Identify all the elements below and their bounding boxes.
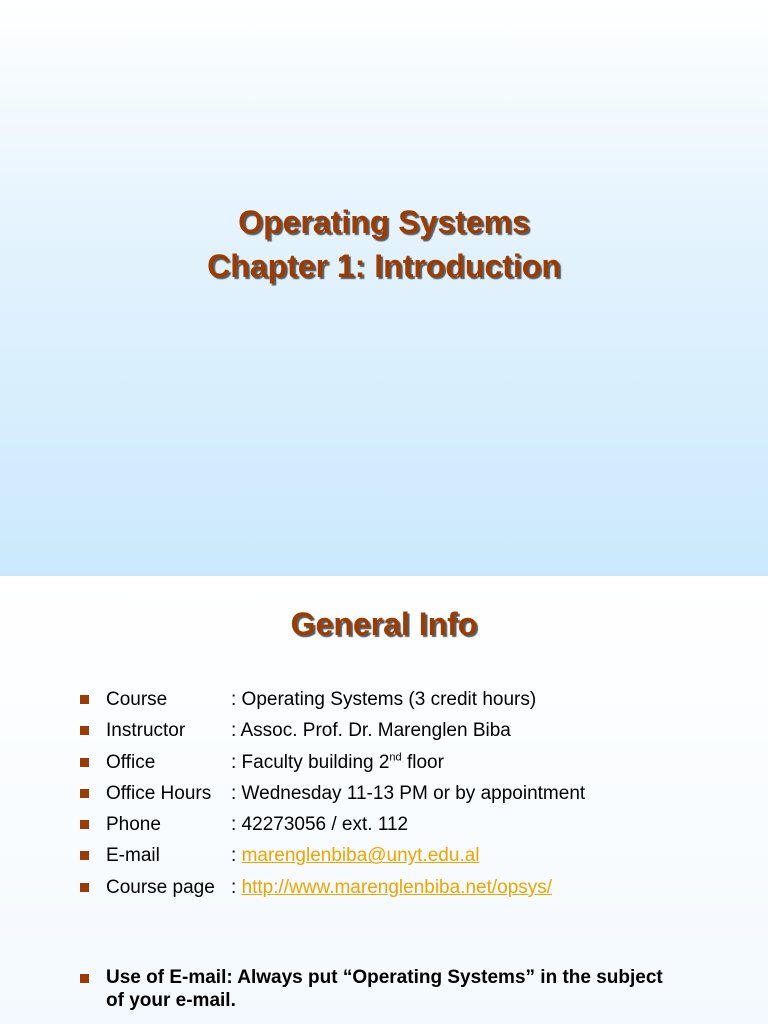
info-row-phone (0, 809, 768, 840)
title-line-1: Operating Systems (238, 204, 530, 240)
info-list (0, 684, 768, 903)
square-bullet-icon (80, 820, 89, 829)
email-prefix: : (231, 845, 242, 867)
office-value-prefix: : Faculty building 2 (231, 751, 390, 773)
square-bullet-icon (80, 726, 89, 735)
title-line-2: Chapter 1: Introduction (207, 248, 561, 284)
square-bullet-icon (80, 883, 89, 892)
slide-title-heading (0, 200, 768, 288)
info-value: : 42273056 / ext. 112 (231, 814, 409, 836)
course-page-link[interactable]: http://www.marenglenbiba.net/opsys/ (241, 876, 553, 898)
info-row-course-page (0, 872, 768, 903)
office-value-suffix: floor (401, 751, 444, 773)
info-label: E-mail (106, 845, 160, 867)
info-label: Office Hours (106, 782, 212, 804)
course-page-prefix: : (231, 876, 242, 898)
square-bullet-icon (80, 758, 89, 767)
info-row-email (0, 840, 768, 871)
info-label: Phone (106, 814, 161, 836)
info-label: Instructor (106, 720, 186, 742)
info-value: : Wednesday 11-13 PM or by appointment (231, 782, 586, 804)
info-row-course (0, 684, 768, 715)
square-bullet-icon (80, 789, 89, 798)
info-label: Course page (106, 876, 215, 898)
square-bullet-icon (80, 695, 89, 704)
info-value (231, 840, 480, 871)
info-label: Office (106, 751, 156, 773)
email-note-line-2: of your e-mail. (106, 990, 236, 1011)
info-value: : Operating Systems (3 credit hours) (231, 689, 537, 710)
office-value-sup: nd (389, 751, 402, 764)
square-bullet-icon (80, 851, 89, 860)
info-row-office (0, 747, 768, 778)
square-bullet-icon (80, 974, 89, 983)
general-info-title: General Info (290, 606, 478, 642)
info-row-office-hours (0, 778, 768, 809)
info-label: Course (106, 689, 168, 710)
info-value: : Assoc. Prof. Dr. Marenglen Biba (231, 720, 511, 742)
info-row-instructor (0, 715, 768, 746)
email-link[interactable]: marenglenbiba@unyt.edu.al (241, 845, 480, 867)
info-value (231, 872, 552, 903)
email-note-line-1: Use of E-mail: Always put “Operating Systems” in the subject (106, 967, 663, 988)
email-note-text (106, 966, 706, 1012)
info-value (231, 747, 444, 778)
